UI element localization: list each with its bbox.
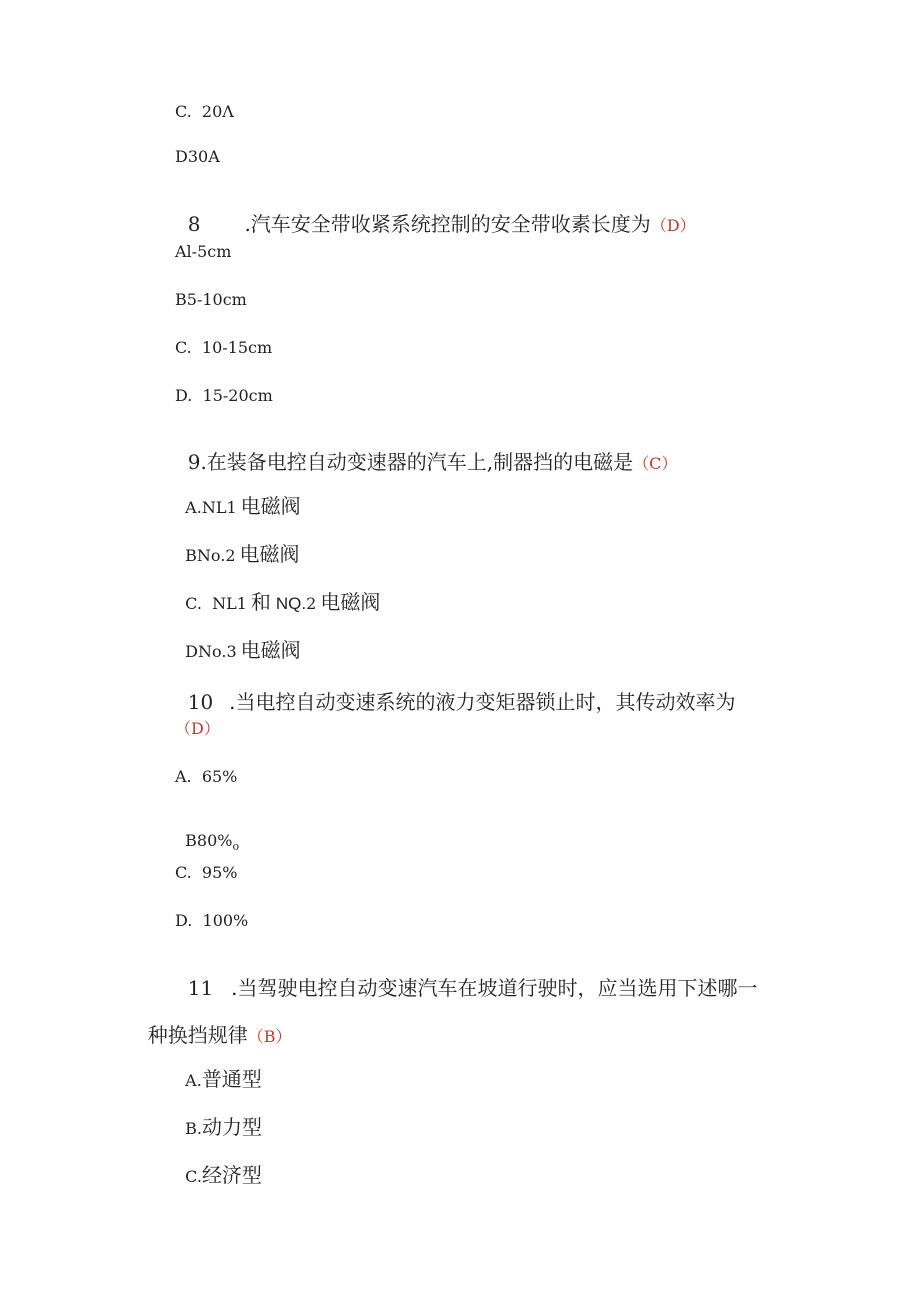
question-10-option-b	[175, 817, 239, 852]
question-10-option-c: C. 95%	[175, 863, 238, 882]
option-nq: NQ.	[275, 594, 307, 613]
question-10	[175, 672, 736, 712]
question-9-option-d	[175, 624, 301, 660]
question-10-option-a: A. 65%	[175, 767, 238, 786]
question-8-answer: （D）	[650, 216, 696, 235]
option-label: C.	[185, 1167, 202, 1186]
question-9-option-b	[175, 528, 300, 564]
option-text: 电磁阀	[240, 494, 301, 518]
question-11-number: 11	[187, 976, 214, 1000]
option-subscript: o	[232, 840, 240, 853]
question-9-option-a	[175, 480, 301, 516]
question-11-answer: （B）	[247, 1027, 292, 1046]
question-11-option-b	[175, 1101, 262, 1137]
option-label: B.	[185, 1119, 203, 1138]
question-11-option-a	[175, 1053, 262, 1089]
question-11-text: .当驾驶电控自动变速汽车在坡道行驶时，应当选用下述哪一	[231, 976, 758, 1000]
question-9-option-c	[175, 576, 380, 612]
question-8-option-b: B5-10cm	[175, 290, 247, 309]
question-11-text-line2: 种换挡规律	[147, 1023, 248, 1047]
option-text: 普通型	[201, 1067, 262, 1091]
question-11-continued	[135, 1005, 291, 1045]
option-text: 电磁阀	[240, 638, 301, 662]
option-d-30a: D30A	[175, 147, 220, 166]
question-8-option-c: C. 10-15cm	[175, 338, 273, 357]
option-text: 电磁阀	[239, 542, 300, 566]
question-8	[175, 194, 696, 234]
option-and: 和	[250, 590, 271, 614]
option-label: C. NL1	[185, 594, 247, 613]
question-8-text: .汽车安全带收紧系统控制的安全带收素长度为	[244, 212, 651, 236]
option-label: BNo.2	[185, 546, 236, 565]
question-8-number: 8	[187, 212, 201, 236]
question-9-text: 9.在装备电控自动变速器的汽车上,制器挡的电磁是	[187, 450, 634, 474]
question-10-option-d: D. 100%	[175, 911, 249, 930]
question-8-option-d: D. 15-20cm	[175, 386, 273, 405]
option-label: DNo.3	[185, 642, 237, 661]
question-10-number: 10	[187, 690, 214, 714]
option-text: 电磁阀	[320, 590, 381, 614]
question-11-option-c	[175, 1149, 262, 1185]
option-label: A.NL1	[185, 498, 237, 517]
question-10-text: .当电控自动变速系统的液力变矩器锁止时，其传动效率为	[229, 690, 736, 714]
option-text: B80%	[185, 831, 233, 850]
option-label: A.	[185, 1071, 202, 1090]
option-text: 动力型	[202, 1115, 263, 1139]
question-9	[175, 432, 677, 472]
question-9-answer: （C）	[633, 454, 678, 473]
option-text: 经济型	[201, 1163, 262, 1187]
question-11	[175, 958, 758, 998]
question-8-option-a: Al-5cm	[175, 242, 232, 261]
option-number: 2	[306, 594, 317, 613]
question-10-answer: （D）	[175, 719, 220, 738]
option-c-20a: C. 20Λ	[175, 102, 234, 121]
